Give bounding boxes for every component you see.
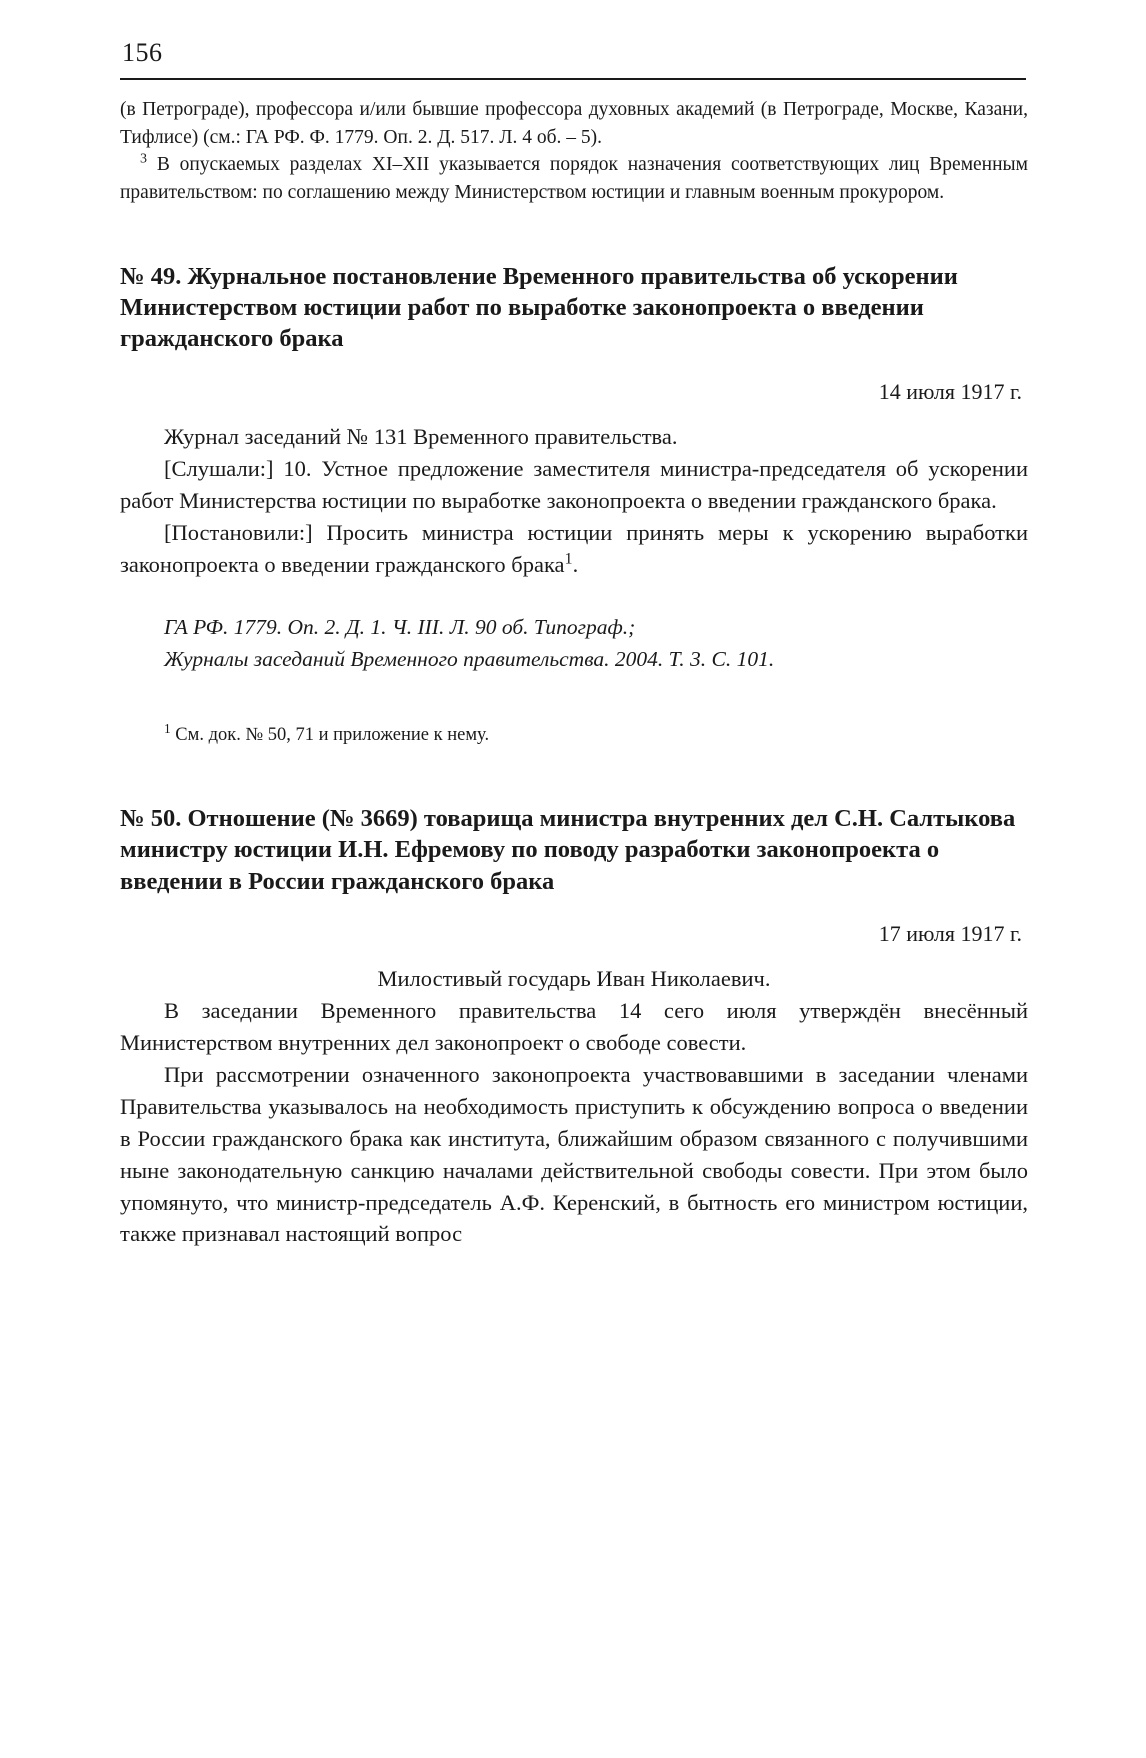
document-49 xyxy=(120,261,1028,749)
body-paragraph: При рассмотрении означенного законопроекта участвовавшими в заседании членами Правительства указывалось на необходимость приступить к обсуждению вопроса о введении в России гражданского брака как института, ближайшим образом связанного с получившими ныне законодательную санкцию началами действительной свободы совести. При этом было упомянуто, что министр-председатель А.Ф. Керенский, в бытность его министром юстиции, также признавал настоящий вопрос xyxy=(120,1061,1028,1247)
page-content xyxy=(120,96,1028,1250)
document-body xyxy=(120,421,1028,581)
header-divider xyxy=(120,78,1026,80)
note-text: В опускаемых разделах XI–XII указывается порядок назначения соответствующих лиц Временным правительством: по соглашению между Министерством юстиции и главным военным прокурором. xyxy=(120,154,1028,204)
document-footnote xyxy=(120,720,1028,749)
footnote-marker: 1 xyxy=(164,720,171,736)
document-date: 14 июля 1917 г. xyxy=(878,378,1022,404)
footnote-block-top xyxy=(120,96,1028,207)
spacer xyxy=(120,749,1028,803)
body-paragraph: [Слушали:] 10. Устное предложение заместителя министра-председателя об ускорении работ Министерства юстиции по выработке законопроекта о введении гражданского брака. xyxy=(120,455,1028,513)
archive-line: ГА РФ. 1779. Оп. 2. Д. 1. Ч. III. Л. 90 об. Типограф.; xyxy=(164,614,636,639)
document-50 xyxy=(120,803,1028,1251)
body-text-tail: . xyxy=(572,551,579,577)
footnote-text: См. док. № 50, 71 и приложение к нему. xyxy=(175,725,490,746)
note-marker: 3 xyxy=(140,150,148,167)
body-text: [Постановили:] Просить министра юстиции принять меры к ускорению выработки законопроекта о введении гражданского брака xyxy=(120,519,1028,577)
note-paragraph xyxy=(120,151,1028,206)
document-body xyxy=(120,963,1028,1250)
footnote-line xyxy=(164,720,1028,749)
document-title: № 50. Отношение (№ 3669) товарища министра внутренних дел С.Н. Салтыкова министру юстиции И.Н. Ефремову по поводу разработки законопроекта о введении в России гражданского брака xyxy=(120,804,1016,895)
document-title: № 49. Журнальное постановление Временного правительства об ускорении Министерством юстиции работ по выработке законопроекта о введении гражданского брака xyxy=(120,262,958,353)
archive-reference xyxy=(120,611,1028,676)
body-paragraph xyxy=(120,517,1028,581)
footnote-reference[interactable]: 1 xyxy=(564,549,573,568)
salutation: Милостивый государь Иван Николаевич. xyxy=(377,965,771,991)
note-paragraph: (в Петрограде), профессора и/или бывшие профессора духовных академий (в Петрограде, Москве, Казани, Тифлисе) (см.: ГА РФ. Ф. 1779. Оп. 2. Д. 517. Л. 4 об. – 5). xyxy=(120,99,1028,148)
body-paragraph: В заседании Временного правительства 14 сего июля утверждён внесённый Министерством внутренних дел законопроект о свободе совести. xyxy=(120,997,1028,1055)
spacer xyxy=(120,207,1028,261)
body-paragraph: Журнал заседаний № 131 Временного правительства. xyxy=(164,423,678,449)
page-number: 156 xyxy=(122,38,163,67)
document-date: 17 июля 1917 г. xyxy=(878,920,1022,946)
archive-line: Журналы заседаний Временного правительства. 2004. Т. 3. С. 101. xyxy=(164,646,775,671)
